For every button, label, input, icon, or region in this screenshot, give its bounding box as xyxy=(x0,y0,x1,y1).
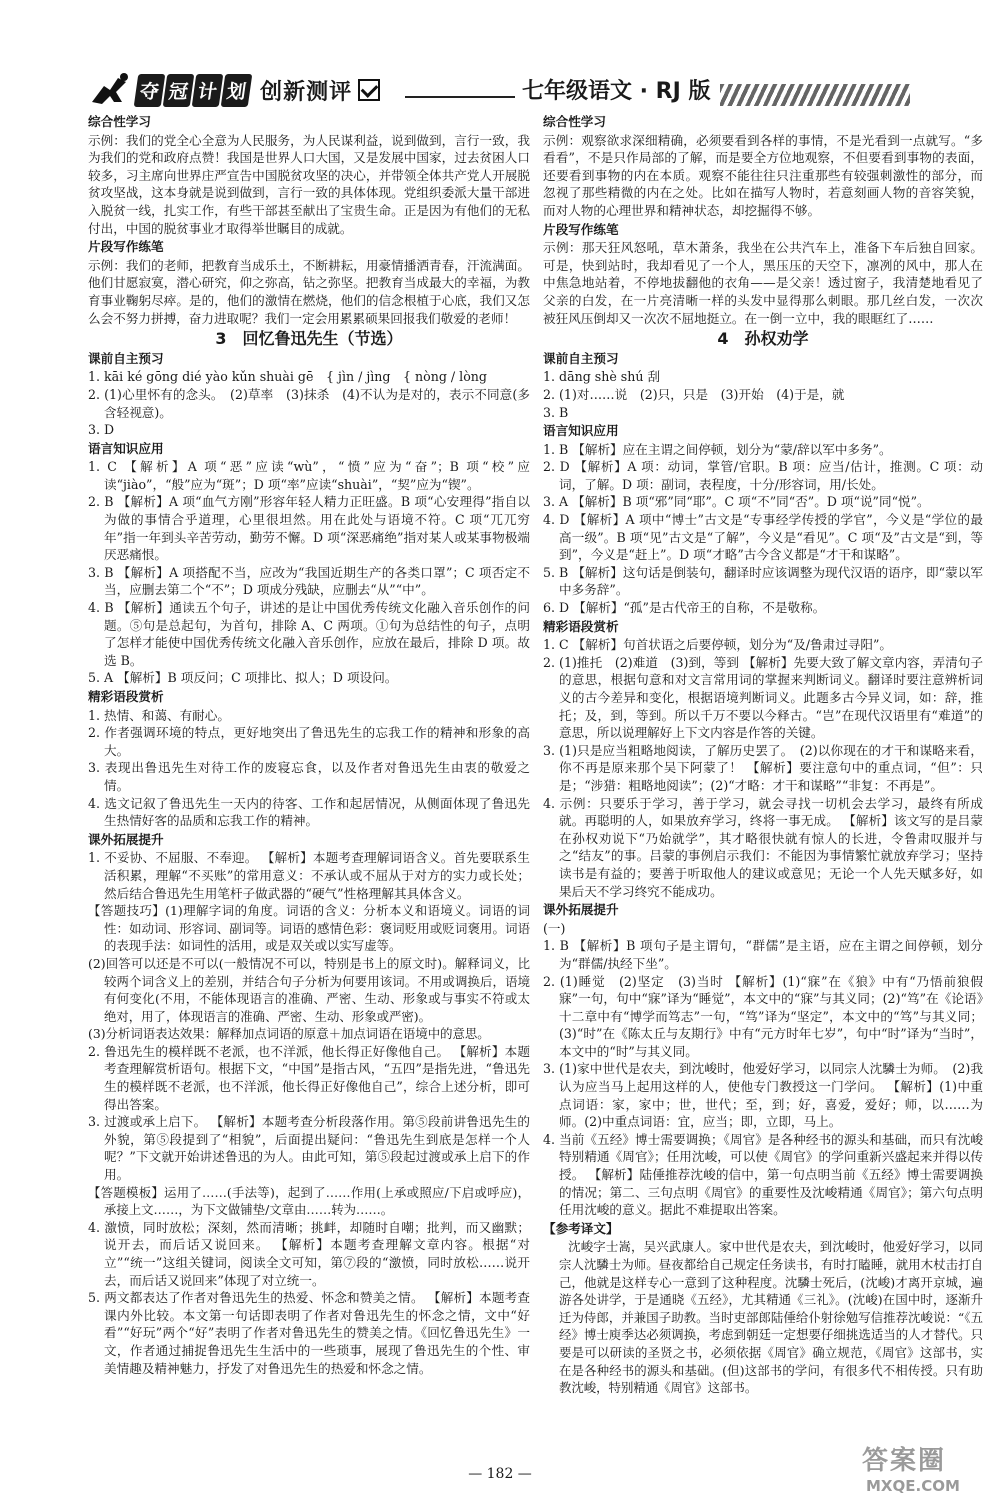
header-rule xyxy=(405,96,515,98)
section-heading: 精彩语段赏析 xyxy=(88,689,164,704)
article-title: 4 孙权劝学 xyxy=(717,329,809,349)
answer-item: 1. 不妥协、不屈服、不奉迎。 【解析】本题考查理解词语含义。首先要联系生活积累，理解“不买账”的常用意义：不承认或不屈从于对方的实力或长处；然后结合鲁迅先生用笔杆子做武器的“硬气”性格理解其具体含义。 xyxy=(88,850,530,901)
section-heading: 片段写作练笔 xyxy=(543,221,619,237)
page-header xyxy=(0,0,1000,112)
watermark-logo: 答案圈 xyxy=(862,1446,947,1476)
answer-item: 2. 作者强调环境的特点，更好地突出了鲁迅先生的忘我工作的精神和形象的高大。 xyxy=(88,725,530,758)
brand-char: 计 xyxy=(192,74,224,107)
section-heading: 片段写作练笔 xyxy=(88,239,164,255)
brand-char: 划 xyxy=(221,74,253,107)
section-heading: 课前自主预习 xyxy=(88,350,164,366)
right-column xyxy=(543,112,983,1397)
section-heading: 精彩语段赏析 xyxy=(543,618,619,634)
brand-char: 夺 xyxy=(134,74,166,107)
answer-item: 3. B 【解析】A 项搭配不当，应改为“我国近期生产的各类口罩”；C 项否定不当，应删去第二个“不”；D 项成分残缺，应删去“从”“中”。 xyxy=(88,564,530,598)
paragraph: 示例：我们的老师，把教育当成乐土，不断耕耘，用豪情播洒青春，汗流满面。他们甘愿寂寞，潜心研究，仰之弥高，钻之弥坚。把教育当成最大的幸福，为教育事业鞠躬尽瘁。是的，他们的激情在燃烧，他们的信念根植于心底，我们又怎么会不努力拼搏，奋力进取呢？我们一定会用累累硕果回报我们敬爱的老师！ xyxy=(88,257,530,326)
article-title: 3 回忆鲁迅先生（节选） xyxy=(215,329,403,349)
runner-logo-icon xyxy=(88,72,132,108)
answer-item: 5. 两文都表达了作者对鲁迅先生的热爱、怀念和赞美之情。 【解析】本题考查课内外比较。本文第一句话即表明了作者对鲁迅先生的怀念之情，文中“好看”“好玩”两个“好”表明了作者对鲁迅先生的赞美之情。《回忆鲁迅先生》一文，作者通过捕捉鲁迅先生生活中的一些琐事，展现了鲁迅先生的个性、审美情趣及精神魅力，抒发了对鲁迅先生的热爱和怀念之情。 xyxy=(88,1290,530,1376)
answer-item: 5. A 【解析】B 项反问；C 项排比、拟人；D 项设问。 xyxy=(88,670,398,686)
answer-item: 1. B 【解析】应在主谓之间停顿，划分为“蒙/辞以军中多务”。 xyxy=(543,441,892,457)
answer-item: 4. 示例：只要乐于学习，善于学习，就会寻找一切机会去学习，最终有所成就。再聪明的人，如果放弃学习，终将一事无成。 【解析】该文写的是吕蒙在孙权劝说下“乃始就学”，其才略很快就有惊人的长进，令鲁肃叹服并与之“结友”的事。吕蒙的事例启示我们：不能因为事情繁忙就放弃学习；坚持读书是有益的；要善于听取他人的建议或意见；无论一个人先天赋多好，如果后天不学习终究不能成功。 xyxy=(543,795,983,899)
note-paragraph: (2)回答可以还是不可以(一般情况不可以，特别是书上的原文时)。解释词义，比较两个词含义上的差别，并结合句子分析为何要用该词。不用或调换后，语境有何变化(不用，不能体现语言的准确、严密、生动、形象或与事实不符或太绝对，用了，体现语言的准确、严密、生动、形象或严密)。 xyxy=(88,955,530,1024)
section-heading: 课外拓展提升 xyxy=(543,902,619,918)
section-heading: 综合性学习 xyxy=(543,114,606,129)
answer-item: 3. A 【解析】B 项“邪”同“耶”。C 项“不”同“否”。D 项“说”同“悦”。 xyxy=(543,494,930,510)
book-title: 七年级语文 · RJ 版 xyxy=(522,79,711,104)
note-paragraph: (3)分析词语表达效果：解释加点词语的原意＋加点词语在语境中的意思。 xyxy=(88,1026,490,1042)
section-heading: 课外拓展提升 xyxy=(88,831,164,847)
answer-item: 4. 当前《五经》博士需要调换；《周官》是各种经书的源头和基础，而只有沈峻特别精通《周官》；任用沈峻，可以使《周官》的学问重新兴盛起来并得以传授。 【解析】陆倕推荐沈峻的信中，第一句点明当前《五经》博士需要调换的情况；第二、三句点明《周官》的重要性及沈峻精通《周官》；第六句点明任用沈峻的意义。据此不难提取出答案。 xyxy=(543,1131,983,1218)
note-paragraph: 【答题技巧】(1)理解字词的角度。词语的含义：分析本义和语境义。词语的词性：如动词、形容词、副词等。词语的感情色彩：褒词贬用或贬词褒用。词语的表现手法：如词性的活用，或是双关或以实写虚等。 xyxy=(88,903,530,954)
answer-item: 4. B 【解析】通读五个句子，讲述的是让中国优秀传统文化融入音乐创作的问题。⑤句是总起句，为首句，排除 A、C 两项。①句为总结性的句子，点明了怎样才能使中国优秀传统文化融入音乐创作，应放在最后，排除 D 项。故选 B。 xyxy=(88,600,530,668)
answer-item: 1. C 【解析】句首状语之后要停顿，划分为“及/鲁肃过寻阳”。 xyxy=(543,637,893,653)
section-heading: 综合性学习 xyxy=(88,114,151,129)
decorative-stripes xyxy=(720,84,910,106)
section-heading: 语言知识应用 xyxy=(88,440,164,456)
page-number: — 182 — xyxy=(468,1466,532,1482)
series-name: 创新测评 xyxy=(260,79,353,105)
answer-item: 3. 过渡或承上启下。 【解析】本题考查分析段落作用。第⑤段前讲鲁迅先生的外貌，第⑤段提到了“相貌”，后面提出疑问：“鲁迅先生到底是怎样一个人呢？”下文就开始讲述鲁迅的为人。由此可知，第⑤段起过渡或承上启下的作用。 xyxy=(88,1114,530,1183)
section-heading: 课前自主预习 xyxy=(543,350,619,366)
brand-badge xyxy=(136,74,250,107)
section-heading: 语言知识应用 xyxy=(543,423,619,439)
left-column xyxy=(88,112,530,1377)
answer-item: 1. dāng shè shú 刮 xyxy=(543,369,661,385)
note-paragraph: 【答题模板】运用了……(手法等)，起到了……作用(上承或照应/下启或呼应)，承接上文……，为下文做铺垫/文章由……转为……。 xyxy=(88,1184,530,1218)
answer-item: 3. D xyxy=(88,422,115,438)
paragraph: 示例：观察欲求深细精确，必须要看到各样的事情，不是光看到一点就写。“多看看”，不是只作局部的了解，而是要全方位地观察，不但要看到事物的表面，还要看到事物的内在本质。观察不能往往只注重那些有较强刺激性的部分，而忽视了那些精微的内在之处。比如在描写人物时，若意刻画人物的音容笑貌，而对人物的心理世界和精神状态，却挖掘得不够。 xyxy=(543,132,983,218)
brand-logo xyxy=(88,72,380,108)
watermark-url: MXQE.COM xyxy=(866,1477,960,1495)
paragraph: 示例：我们的党全心全意为人民服务，为人民谋利益，说到做到，言行一致，我为我们的党和政府点赞！我国是世界人口大国，又是发展中国家，过去贫困人口较多，习主席向世界庄严宣告中国脱贫攻坚的决心，并带领全体共产党人开展脱贫攻坚战，这本身就是说到做到，言行一致的具体体现。党组织委派大量干部进入脱贫一线，扎实工作，有些干部甚至献出了宝贵生命。正是因为有他们的无私付出，中国的脱贫事业才取得举世瞩目的成就。 xyxy=(88,132,530,236)
answer-item: 2. (1)推托 (2)难道 (3)到，等到 【解析】先要大致了解文章内容，弄清句子的意思，根据句意和对文言常用词的掌握来判断词义。翻译时要注意辨析词义的古今差异和变化，根据语境判断词义。此题多古今异义词，如：辞，推托；及，到，等到。所以千万不要以今释古。“岂”在现代汉语里有“难道”的意思，所以说理解好上下文内容是作答的关键。 xyxy=(543,654,983,741)
answer-item: 2. (1)对……说 (2)只，只是 (3)开始 (4)于是，就 xyxy=(543,386,845,402)
answer-item: 1. kāi ké gōng dié yào kǔn shuài gē { jìn / jìng { nòng / lòng xyxy=(88,369,487,385)
answer-item: 3. (1)家中世代是农夫，到沈峻时，他爱好学习，以同宗人沈驎士为师。 (2)我认为应当马上起用这样的人，使他专门教授这一门学问。 【解析】(1)中重点词语：家，家中；世，世代；至，到；好，喜爱，爱好；师，以……为师。(2)中重点词语：宜，应当；即，立即，马上。 xyxy=(543,1061,983,1130)
answer-item: 4. 激愤，同时放松；深刻，然而清晰；挑衅，却随时自嘲；批判，而又幽默；说开去，而后话又说回来。 【解析】本题考查理解文章内容。根据“对立”“统一”这组关键词，阅读全文可知，第⑦段的“激愤，同时放松……说开去，而后话又说回来”体现了对立统一。 xyxy=(88,1219,530,1288)
paragraph: 示例：那天狂风怒吼，草木萧条，我坐在公共汽车上，准备下车后独自回家。可是，快到站时，我却看见了一个人，黑压压的天空下，凛冽的风中，那人在中焦急地站着，不停地拔翻他的衣角——是父亲！透过窗子，我清楚地看见了父亲的白发，在一片亮清晰一样的头发中显得那么刺眼。那几丝白发，一次次被狂风压倒却又一次次不屈地挺立。在一倒一立中，我的眼眶红了…… xyxy=(543,240,983,326)
answer-item: 3. B xyxy=(543,404,569,420)
answer-item: 3. 表现出鲁迅先生对待工作的废寝忘食，以及作者对鲁迅先生由衷的敬爱之情。 xyxy=(88,760,530,793)
answer-item: 2. B 【解析】A 项“血气方刚”形容年轻人精力正旺盛。B 项“心安理得”指自以为做的事情合乎道理，心里很坦然。用在此处与语境不符。C 项“兀兀穷年”指一年到头辛苦劳动，勤劳不懈。D 项“深恶痛绝”指对某人或某事物极端厌恶痛恨。 xyxy=(88,494,530,563)
answer-item: 2. 鲁迅先生的模样既不老派，也不洋派，他长得正好像他自己。 【解析】本题考查理解赏析语句。根据下文，“中国”是指古风，“五四”是指先进，“鲁迅先生的模样既不老派，也不洋派，他长得正好像他自己”，综合上述分析，即可得出答案。 xyxy=(88,1043,530,1112)
answer-item: 1. 热情、和蔼、有耐心。 xyxy=(88,707,230,723)
note-paragraph: 沈峻字士嵩，吴兴武康人。家中世代是农夫，到沈峻时，他爱好学习，以同宗人沈驎士为师。昼夜都给自己规定任务读书，有时打瞌睡，就用木杖击打自己，他就是这样专心一意到了这种程度。沈驎士死后，(沈峻)才离开京城，遍游各处讲学，于是通晓《五经》，尤其精通《三礼》。(沈峻)在国中时，逐渐升迁为侍郎，并兼国子助教。当时吏部郎陆倕给仆射徐勉写信推荐沈峻说：“《五经》博士庾季达必须调换，考虑到朝廷一定想要仔细挑选适当的人才替代。只要是可以研读的圣贤之书，必须依据《周官》确立规范，《周官》这部书，实在是各种经书的源头和基础。(但)这部书的学问，有很多代不相传授。只有助教沈峻，特别精通《周官》这部书。 xyxy=(543,1239,983,1396)
answer-item: 1. B 【解析】B 项句子是主谓句，“群儒”是主语，应在主谓之间停顿，划分为“群儒/执经下坐”。 xyxy=(543,938,983,971)
answer-item: 5. B 【解析】这句话是倒装句，翻译时应该调整为现代汉语的语序，即“蒙以军中多务辞”。 xyxy=(543,564,983,598)
answer-item: 3. (1)只是应当粗略地阅读，了解历史罢了。 (2)以你现在的才干和谋略来看，你不再是原来那个吴下阿蒙了！ 【解析】要注意句中的重点词，“但”：只是；“涉猎：粗略地阅读”；(2)“才略：才干和谋略”“非复：不再是”。 xyxy=(543,742,983,793)
answer-item: 2. (1)心里怀有的念头。 (2)草率 (3)抹杀 (4)不认为是对的，表示不同意(多含轻视意)。 xyxy=(88,386,530,420)
brand-char: 冠 xyxy=(163,74,195,107)
paragraph: (一) xyxy=(543,920,566,936)
answer-item: 6. D 【解析】“孤”是古代帝王的自称，不是敬称。 xyxy=(543,600,826,616)
answer-item: 2. (1)睡觉 (2)坚定 (3)当时 【解析】(1)“寐”在《狼》中有“乃悟前狼假寐”一句，句中“寐”译为“睡觉”，本文中的“寐”与其义同；(2)“笃”在《论语》十二章中有“博学而笃志”一句，“笃”译为“坚定”，本文中的“笃”与其义同；(3)“时”在《陈太丘与友期行》中有“元方时年七岁”，句中“时”译为“当时”，本文中的“时”与其义同。 xyxy=(543,973,983,1059)
answer-item: 2. D 【解析】A 项：动词，掌管/官职。B 项：应当/估计，推测。C 项：动词，了解。D 项：副词，表程度，十分/形容词，用/长处。 xyxy=(543,459,983,492)
section-heading: 【参考译文】 xyxy=(543,1220,619,1236)
answer-item: 4. D 【解析】A 项中“博士”古文是“专事经学传授的学官”，今义是“学位的最高一级”。B 项“见”古文是“了解”，今义是“看见”。C 项“及”古文是“到，等到”，今义是“赶上”。D 项“才略”古今含义都是“才干和谋略”。 xyxy=(543,512,983,563)
checkmark-icon xyxy=(358,79,380,101)
watermark xyxy=(862,1440,960,1495)
answer-item: 1. C 【解析】A 项“恶”应读“wù”，“愤”应为“奋”；B 项“校”应读“jiào”，“般”应为“斑”；D 项“率”应读“shuài”，“契”应为“锲”。 xyxy=(88,459,530,492)
answer-item: 4. 选文记叙了鲁迅先生一天内的待客、工作和起居情况，从侧面体现了鲁迅先生热情好客的品质和忘我工作的精神。 xyxy=(88,795,530,829)
